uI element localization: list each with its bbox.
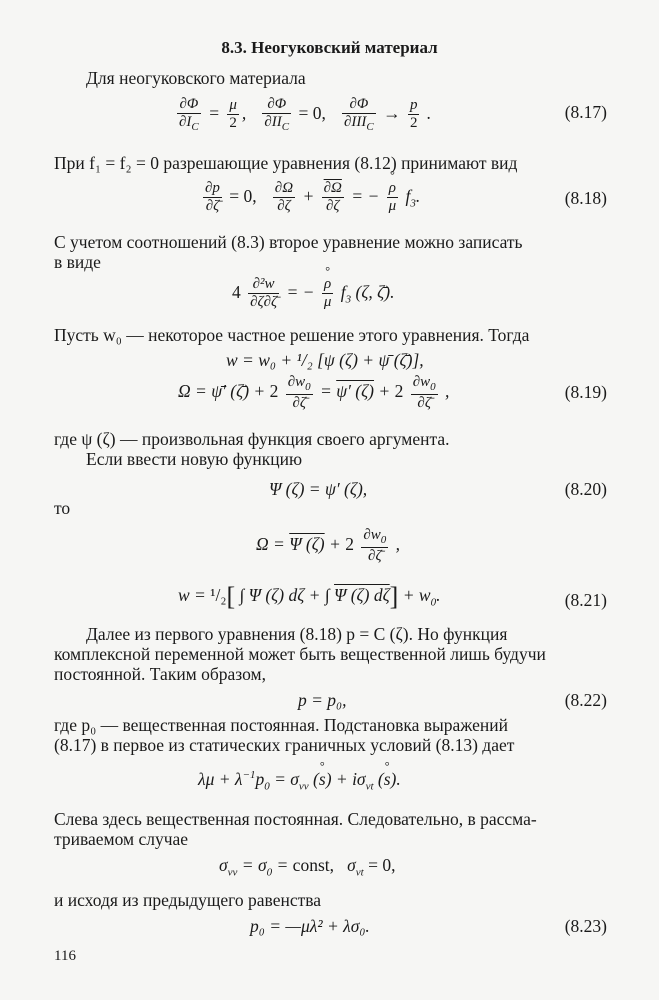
equation-number: (8.22) xyxy=(564,690,607,710)
text-line: постоянной. Таким образом, xyxy=(54,664,266,684)
text-line: При f₁ = f₂ = 0 разрешающие уравнения (8.12) принимают вид xyxy=(54,153,518,173)
text-line: комплексной переменной может быть вещественной лишь будучи xyxy=(54,644,546,664)
text-line: Пусть w₀ — некоторое частное решение этого уравнения. Тогда xyxy=(54,325,530,345)
equation-8-19: Ω = ψ̄′ (ζ̄) + 2 $\frac{\partial w_0}{\partial\zetā}$ = ψ′ (ζ) + 2 $\frac{\partial w_0}{\partial\zetā}$ , xyxy=(178,374,450,411)
equation-8-20: Ψ (ζ) = ψ′ (ζ), xyxy=(269,479,368,499)
equation-number: (8.20) xyxy=(564,479,607,499)
text-line: (8.17) в первое из статических граничных условий (8.13) дает xyxy=(54,735,515,755)
equation-8-18: $\frac{\partial p}{\partial\zetā}$ = 0, $\frac{\partial\Omega}{\partial\zeta}$ + $\frac{\partial\Omega}{\partial\zeta}$ = − ° $\frac{\rho}{\mu}$ $f_3$. xyxy=(200,180,420,216)
equation-number: (8.21) xyxy=(564,590,607,610)
text-line: Далее из первого уравнения (8.18) p = C (ζ). Но функция xyxy=(86,624,508,644)
text-line: Слева здесь вещественная постоянная. Следовательно, в рассма- xyxy=(54,809,537,829)
equation-8-17: $\frac{\partial\Phi}{\partial I_C}$ = $\frac{\mu}{2}$ , $\frac{\partial\Phi}{\partial II_C}$ = 0, $\frac{\partial\Phi}{\partial III_C}$ → $\frac{p}{2}$ . xyxy=(179,96,432,134)
section-heading: 8.3. Неогуковский материал xyxy=(221,38,438,57)
text-line: где ψ (ζ) — произвольная функция своего аргумента. xyxy=(54,429,450,449)
equation-sigma: $\sigma_{vv} = \sigma_0$ = const, $\sigma_{vt} = 0$, xyxy=(219,855,396,879)
text-line: С учетом соотношений (8.3) второе уравнение можно записать xyxy=(54,232,523,252)
equation-8-22: p = p₀, xyxy=(298,690,347,710)
text-line: Если ввести новую функцию xyxy=(86,449,303,469)
text-line: то xyxy=(54,498,71,518)
text-line: и исходя из предыдущего равенства xyxy=(54,890,322,910)
equation-poisson: 4 $\frac{\text{∂²w}}{\partial\zeta\partial\zetā}$ = − ° $\frac{\rho}{\mu}$ $f_3$ (ζ, ζ̄). xyxy=(232,276,394,312)
equation-number: (8.19) xyxy=(564,382,607,402)
equation-number: (8.17) xyxy=(564,102,607,122)
equation-w: w = w₀ + ¹/₂ [ψ (ζ) + ψ̄ (ζ̄)], xyxy=(226,350,424,370)
equation-8-23: p₀ = —μλ² + λσ₀. xyxy=(250,916,370,936)
equation-number: (8.23) xyxy=(564,916,607,936)
text-line: где p₀ — вещественная постоянная. Подстановка выражений xyxy=(54,715,509,735)
text-line: в виде xyxy=(54,252,101,272)
equation-omega: Ω = Ψ (ζ) + 2 $\frac{\partial w_0}{\partial\zetā}$ , xyxy=(256,527,400,564)
text-line: Для неогуковского материала xyxy=(86,68,306,88)
text-line: триваемом случае xyxy=(54,829,189,849)
page-number: 116 xyxy=(54,948,76,964)
equation-8-21: w = ¹/₂[ ∫ Ψ (ζ) dζ + ∫ Ψ (ζ) $d\zeta] + w_0$. xyxy=(178,582,441,611)
equation-boundary: $\lambda\mu + \lambda^{-1}p_0 = \sigma_{vv}$ (° $s) + i\sigma_{vt}$ (° s). xyxy=(198,770,401,792)
equation-number: (8.18) xyxy=(564,188,607,208)
